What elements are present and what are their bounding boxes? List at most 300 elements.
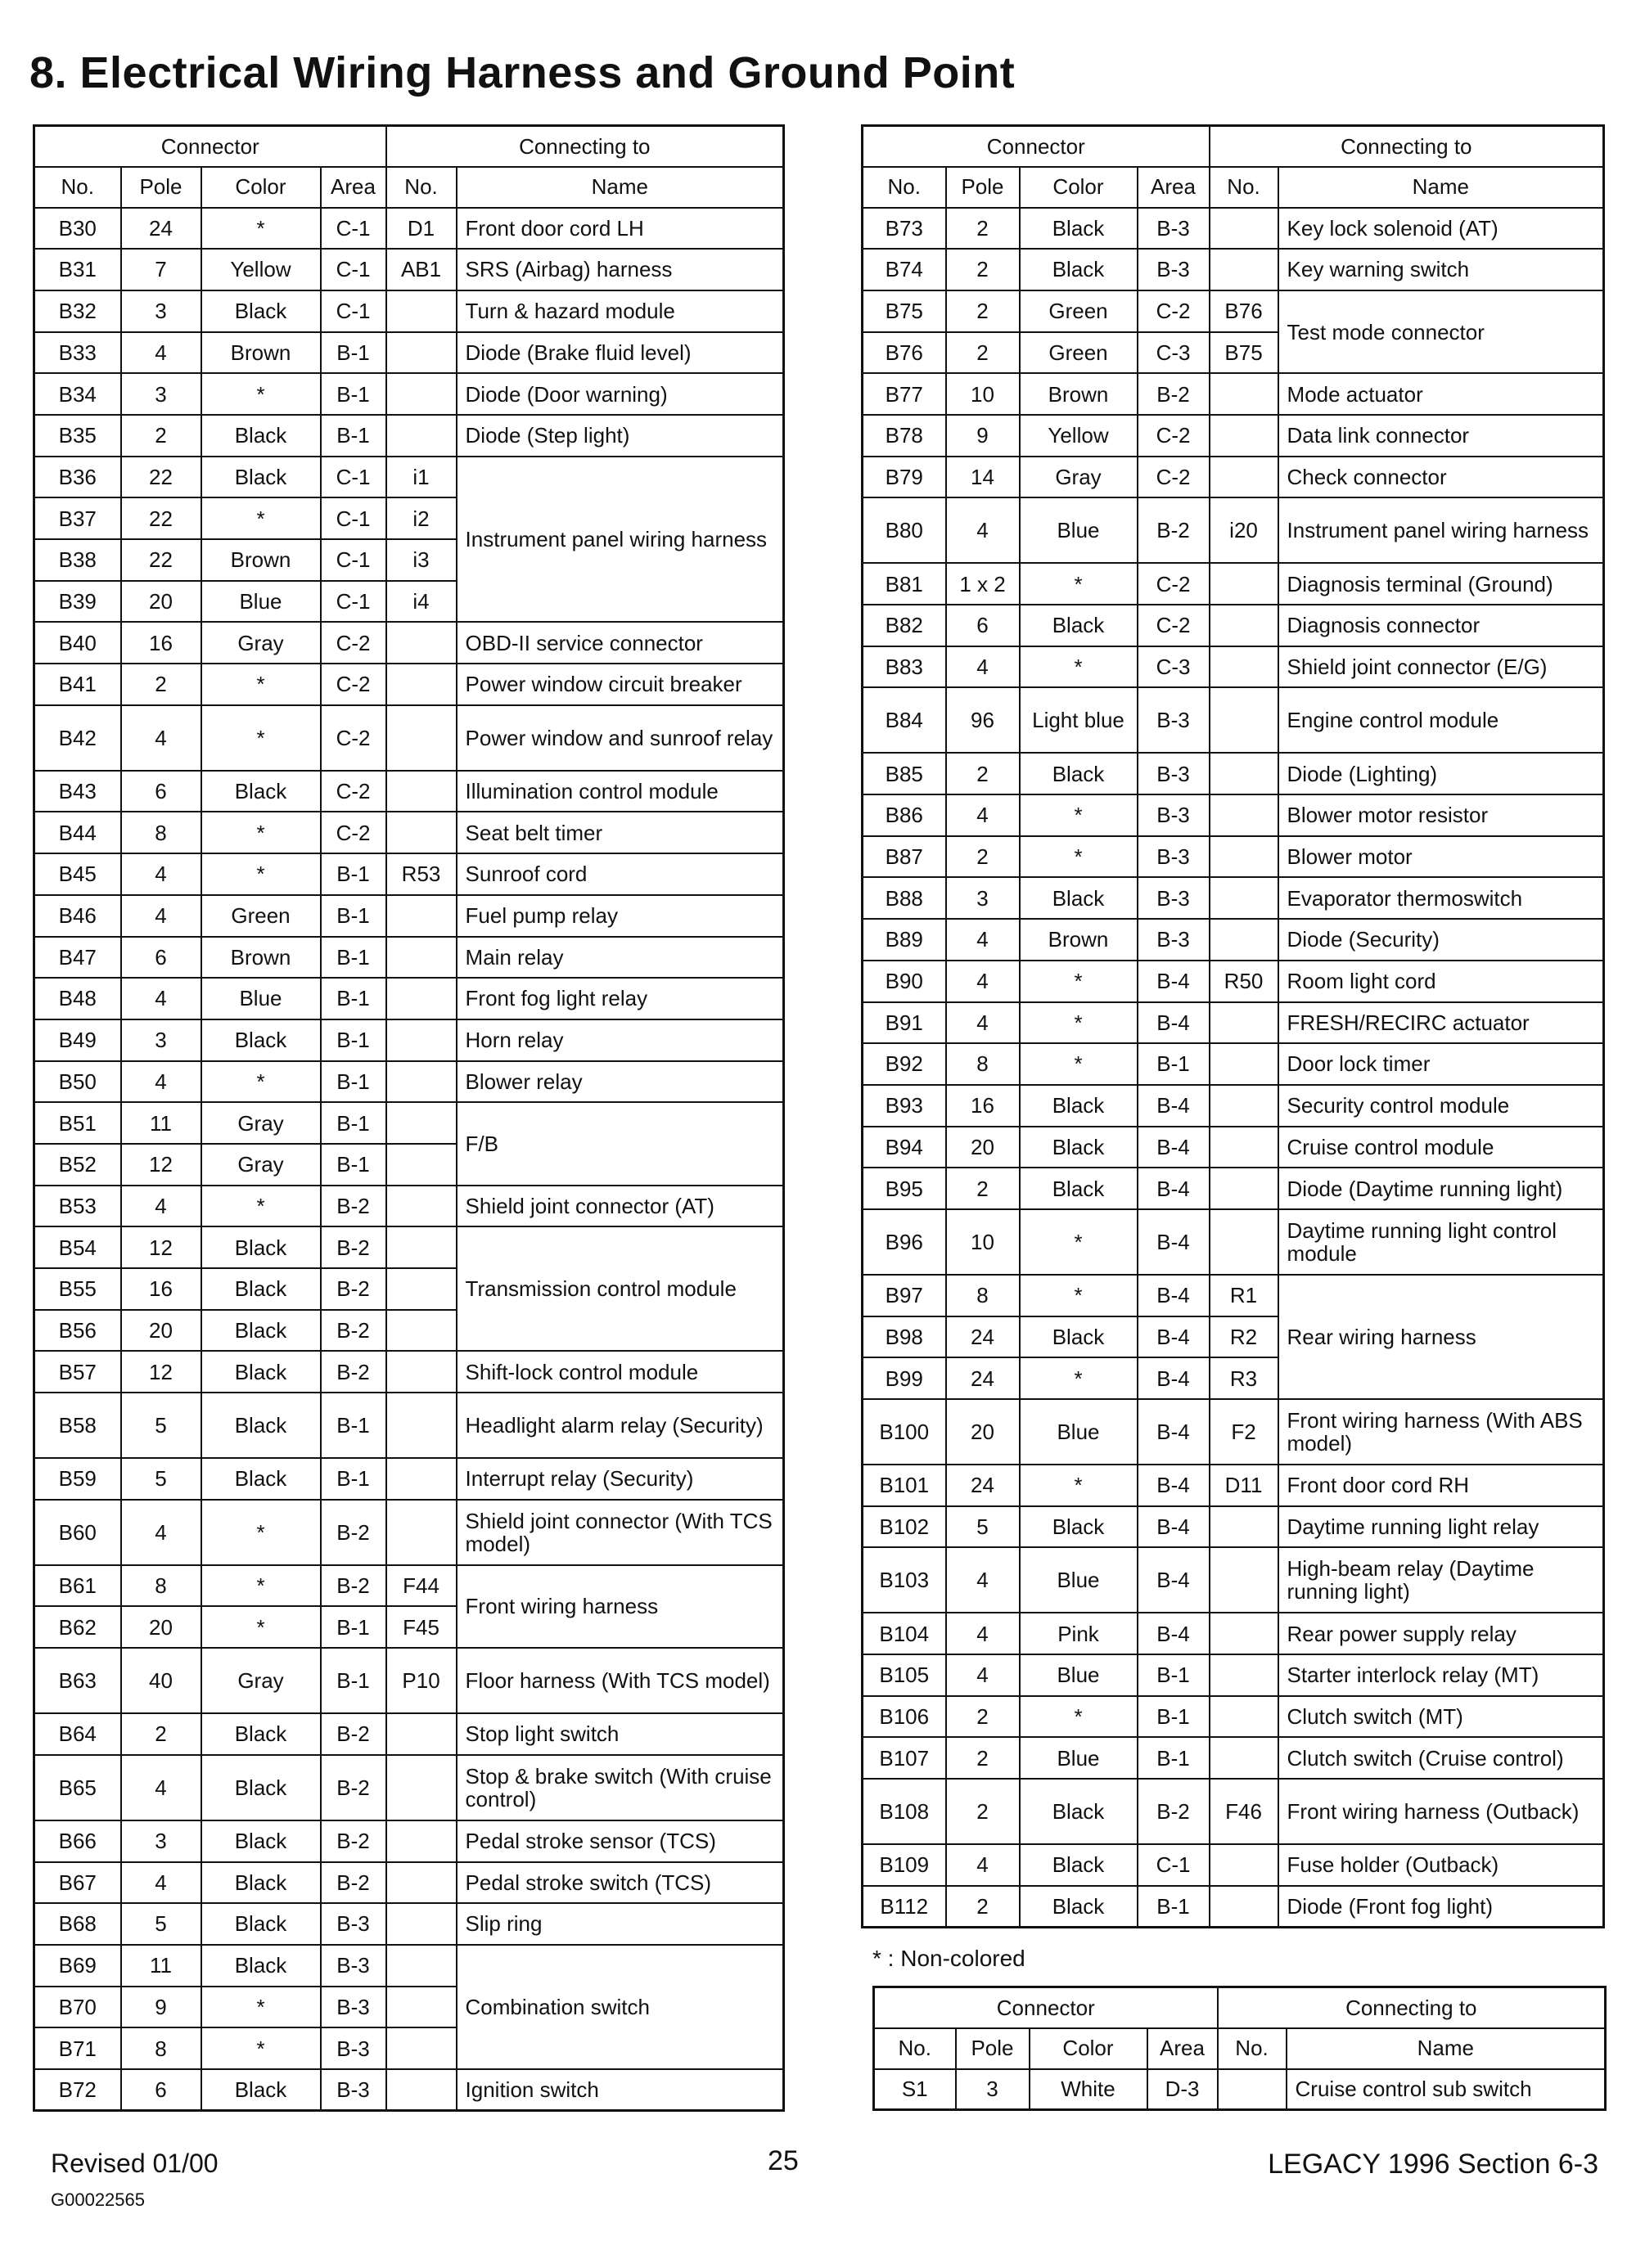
connecting-name-cell: Instrument panel wiring harness <box>457 457 784 623</box>
area-cell: B-4 <box>1138 1127 1210 1168</box>
area-cell: B-2 <box>321 1186 386 1227</box>
pole-cell: 4 <box>121 978 201 1019</box>
table-row <box>34 249 784 290</box>
connecting-no-cell <box>386 771 457 812</box>
area-cell: C-2 <box>321 812 386 853</box>
area-cell: B-3 <box>321 1945 386 1987</box>
connector-no-cell: B84 <box>863 687 946 753</box>
color-cell: * <box>201 2027 321 2069</box>
connector-no-cell: B98 <box>863 1316 946 1358</box>
color-cell: Blue <box>201 581 321 623</box>
connector-no-cell: B91 <box>863 1002 946 1044</box>
pole-cell: 3 <box>956 2069 1030 2110</box>
connector-no-cell: B30 <box>34 208 121 250</box>
col-header-to-no: No. <box>386 167 457 208</box>
pole-cell: 11 <box>121 1945 201 1987</box>
area-cell: B-2 <box>321 1268 386 1310</box>
connector-group-header: Connector <box>874 1987 1218 2028</box>
connecting-no-cell <box>1210 1002 1278 1044</box>
connecting-name-cell: Door lock timer <box>1278 1043 1604 1085</box>
table-row <box>863 1547 1604 1613</box>
area-cell: C-1 <box>1138 1844 1210 1886</box>
connecting-no-cell <box>386 1713 457 1755</box>
area-cell: B-4 <box>1138 1168 1210 1209</box>
area-cell: B-1 <box>321 1606 386 1648</box>
pole-cell: 11 <box>121 1102 201 1144</box>
connecting-name-cell: Front door cord RH <box>1278 1465 1604 1506</box>
color-cell: * <box>201 208 321 250</box>
connecting-no-cell <box>386 1862 457 1904</box>
connecting-no-cell <box>1210 373 1278 415</box>
table-row <box>34 812 784 853</box>
pole-cell: 4 <box>946 1613 1020 1654</box>
connector-table-sub <box>872 1986 1607 2111</box>
pole-cell: 4 <box>946 1547 1020 1613</box>
connector-no-cell: B102 <box>863 1506 946 1548</box>
col-header-color: Color <box>1030 2028 1147 2069</box>
area-cell: B-1 <box>321 853 386 895</box>
table-row <box>34 1945 784 1987</box>
connector-no-cell: B66 <box>34 1820 121 1862</box>
pole-cell: 2 <box>946 1886 1020 1928</box>
connector-no-cell: B89 <box>863 919 946 961</box>
table-row <box>863 1506 1604 1548</box>
color-cell: Black <box>201 2069 321 2111</box>
revised-date: Revised 01/00 <box>51 2149 219 2178</box>
connecting-no-cell <box>1210 1654 1278 1696</box>
color-cell: Black <box>1020 605 1138 646</box>
connecting-no-cell <box>386 1019 457 1061</box>
connecting-no-cell <box>386 978 457 1019</box>
connecting-no-cell <box>386 2069 457 2111</box>
area-cell: B-1 <box>321 1393 386 1458</box>
area-cell: B-3 <box>1138 836 1210 878</box>
pole-cell: 10 <box>946 1209 1020 1275</box>
connector-no-cell: B74 <box>863 249 946 290</box>
connector-group-header: Connector <box>34 126 386 167</box>
connector-no-cell: B37 <box>34 497 121 539</box>
color-cell: * <box>201 1186 321 1227</box>
connecting-no-cell: i2 <box>386 497 457 539</box>
pole-cell: 5 <box>121 1393 201 1458</box>
table-row <box>863 1465 1604 1506</box>
connector-no-cell: B57 <box>34 1351 121 1393</box>
area-cell: C-3 <box>1138 646 1210 688</box>
connector-no-cell: B106 <box>863 1696 946 1738</box>
connector-no-cell: B39 <box>34 581 121 623</box>
color-cell: Black <box>1020 1886 1138 1928</box>
table-row <box>34 978 784 1019</box>
table-row <box>863 836 1604 878</box>
pole-cell: 8 <box>121 2027 201 2069</box>
color-cell: * <box>1020 1002 1138 1044</box>
connecting-name-cell: Shield joint connector (E/G) <box>1278 646 1604 688</box>
color-cell: Black <box>201 1310 321 1352</box>
connecting-name-cell: Mode actuator <box>1278 373 1604 415</box>
color-cell: * <box>201 853 321 895</box>
connecting-name-cell: Pedal stroke sensor (TCS) <box>457 1820 784 1862</box>
color-cell: Brown <box>1020 373 1138 415</box>
area-cell: B-4 <box>1138 1547 1210 1613</box>
color-cell: Black <box>1020 877 1138 919</box>
connector-no-cell: B33 <box>34 332 121 374</box>
connecting-name-cell: Pedal stroke switch (TCS) <box>457 1862 784 1904</box>
connecting-name-cell: Floor harness (With TCS model) <box>457 1648 784 1713</box>
connecting-name-cell: Power window circuit breaker <box>457 664 784 705</box>
color-cell: * <box>201 1500 321 1565</box>
color-cell: Black <box>201 1945 321 1987</box>
color-cell: Black <box>1020 1506 1138 1548</box>
color-cell: * <box>201 1987 321 2028</box>
connecting-name-cell: Turn & hazard module <box>457 290 784 332</box>
area-cell: B-3 <box>1138 753 1210 794</box>
area-cell: B-4 <box>1138 1465 1210 1506</box>
connecting-name-cell: Fuse holder (Outback) <box>1278 1844 1604 1886</box>
connecting-no-cell <box>386 622 457 664</box>
connector-no-cell: B105 <box>863 1654 946 1696</box>
connector-no-cell: B62 <box>34 1606 121 1648</box>
connecting-name-cell: Check connector <box>1278 457 1604 498</box>
connecting-no-cell: P10 <box>386 1648 457 1713</box>
area-cell: B-1 <box>1138 1654 1210 1696</box>
color-cell: Yellow <box>1020 415 1138 457</box>
area-cell: B-4 <box>1138 1613 1210 1654</box>
pole-cell: 96 <box>946 687 1020 753</box>
pole-cell: 2 <box>121 664 201 705</box>
col-header-name: Name <box>457 167 784 208</box>
table-row <box>34 208 784 250</box>
color-cell: Black <box>201 1351 321 1393</box>
section-label: LEGACY 1996 Section 6-3 <box>1268 2149 1598 2180</box>
connector-no-cell: B86 <box>863 794 946 836</box>
connecting-name-cell: Stop & brake switch (With cruise control) <box>457 1755 784 1820</box>
connector-table-left <box>33 124 785 2112</box>
col-header-to-no: No. <box>1218 2028 1287 2069</box>
table-row <box>34 705 784 771</box>
color-cell: Black <box>201 1862 321 1904</box>
pole-cell: 8 <box>121 1565 201 1607</box>
connecting-no-cell: R3 <box>1210 1357 1278 1399</box>
table-row <box>34 1393 784 1458</box>
table-row <box>863 1127 1604 1168</box>
connecting-name-cell: Diode (Step light) <box>457 415 784 457</box>
connecting-no-cell: R53 <box>386 853 457 895</box>
color-cell: Yellow <box>201 249 321 290</box>
table-row <box>863 373 1604 415</box>
connector-no-cell: B55 <box>34 1268 121 1310</box>
area-cell: B-3 <box>321 1987 386 2028</box>
area-cell: B-4 <box>1138 1316 1210 1358</box>
table-row <box>34 457 784 498</box>
connecting-no-cell <box>386 415 457 457</box>
connecting-name-cell: High-beam relay (Daytime running light) <box>1278 1547 1604 1613</box>
connecting-name-cell: Power window and sunroof relay <box>457 705 784 771</box>
col-header-no: No. <box>874 2028 956 2069</box>
connector-no-cell: B47 <box>34 937 121 979</box>
color-cell: Black <box>1020 1168 1138 1209</box>
color-cell: Black <box>201 1755 321 1820</box>
color-cell: * <box>201 1565 321 1607</box>
connector-no-cell: B108 <box>863 1779 946 1844</box>
color-cell: * <box>201 1061 321 1103</box>
color-cell: Blue <box>1020 1547 1138 1613</box>
connecting-name-cell: Diode (Security) <box>1278 919 1604 961</box>
connecting-name-cell: Cruise control sub switch <box>1287 2069 1606 2110</box>
connecting-name-cell: Diode (Brake fluid level) <box>457 332 784 374</box>
color-cell: Light blue <box>1020 687 1138 753</box>
connector-no-cell: B44 <box>34 812 121 853</box>
area-cell: B-4 <box>1138 1399 1210 1465</box>
pole-cell: 20 <box>946 1127 1020 1168</box>
table-row <box>863 1779 1604 1844</box>
connector-no-cell: B95 <box>863 1168 946 1209</box>
color-cell: * <box>1020 1696 1138 1738</box>
pole-cell: 2 <box>946 1779 1020 1844</box>
area-cell: B-2 <box>1138 497 1210 563</box>
connecting-name-cell: Diode (Door warning) <box>457 373 784 415</box>
connector-no-cell: B48 <box>34 978 121 1019</box>
connecting-no-cell <box>1210 919 1278 961</box>
area-cell: B-1 <box>321 1019 386 1061</box>
connector-no-cell: B101 <box>863 1465 946 1506</box>
table-row <box>34 622 784 664</box>
pole-cell: 4 <box>121 1061 201 1103</box>
connecting-name-cell: F/B <box>457 1102 784 1185</box>
connector-no-cell: B51 <box>34 1102 121 1144</box>
footnote-non-colored: * : Non-colored <box>872 1946 1025 1971</box>
connector-no-cell: B42 <box>34 705 121 771</box>
pole-cell: 8 <box>946 1043 1020 1085</box>
area-cell: B-1 <box>321 1102 386 1144</box>
connecting-no-cell <box>386 332 457 374</box>
table-row <box>863 563 1604 605</box>
area-cell: B-3 <box>1138 794 1210 836</box>
color-cell: * <box>201 664 321 705</box>
connecting-no-cell <box>1210 646 1278 688</box>
connecting-name-cell: Clutch switch (Cruise control) <box>1278 1737 1604 1779</box>
connector-no-cell: B80 <box>863 497 946 563</box>
area-cell: B-2 <box>321 1755 386 1820</box>
area-cell: B-3 <box>1138 919 1210 961</box>
color-cell: Gray <box>1020 457 1138 498</box>
area-cell: B-1 <box>321 1458 386 1500</box>
col-header-area: Area <box>1147 2028 1218 2069</box>
pole-cell: 3 <box>121 1019 201 1061</box>
pole-cell: 2 <box>946 836 1020 878</box>
connecting-name-cell: Diagnosis terminal (Ground) <box>1278 563 1604 605</box>
color-cell: Black <box>1020 1316 1138 1358</box>
area-cell: B-1 <box>321 937 386 979</box>
color-cell: Black <box>1020 753 1138 794</box>
pole-cell: 1 x 2 <box>946 563 1020 605</box>
connecting-no-cell <box>386 2027 457 2069</box>
connector-no-cell: B68 <box>34 1903 121 1945</box>
area-cell: C-2 <box>1138 563 1210 605</box>
connecting-name-cell: Rear wiring harness <box>1278 1275 1604 1399</box>
table-row <box>863 794 1604 836</box>
area-cell: B-4 <box>1138 1275 1210 1316</box>
connecting-no-cell <box>1210 753 1278 794</box>
connecting-no-cell <box>1210 1886 1278 1928</box>
pole-cell: 22 <box>121 457 201 498</box>
connecting-no-cell <box>386 1500 457 1565</box>
connecting-no-cell <box>386 1820 457 1862</box>
table-row <box>34 373 784 415</box>
pole-cell: 2 <box>121 1713 201 1755</box>
color-cell: * <box>201 497 321 539</box>
pole-cell: 12 <box>121 1226 201 1268</box>
connecting-name-cell: Blower motor resistor <box>1278 794 1604 836</box>
pole-cell: 2 <box>946 208 1020 250</box>
color-cell: Black <box>201 1226 321 1268</box>
table-row <box>863 687 1604 753</box>
pole-cell: 3 <box>121 1820 201 1862</box>
col-header-pole: Pole <box>121 167 201 208</box>
connector-no-cell: B85 <box>863 753 946 794</box>
connector-no-cell: B107 <box>863 1737 946 1779</box>
table-row <box>34 895 784 937</box>
area-cell: B-1 <box>321 895 386 937</box>
area-cell: B-1 <box>321 1061 386 1103</box>
pole-cell: 10 <box>946 373 1020 415</box>
connecting-name-cell: Diode (Daytime running light) <box>1278 1168 1604 1209</box>
pole-cell: 8 <box>121 812 201 853</box>
col-header-pole: Pole <box>956 2028 1030 2069</box>
color-cell: * <box>1020 563 1138 605</box>
connector-no-cell: B31 <box>34 249 121 290</box>
area-cell: C-2 <box>1138 415 1210 457</box>
connecting-name-cell: Horn relay <box>457 1019 784 1061</box>
pole-cell: 2 <box>946 1696 1020 1738</box>
connecting-no-cell <box>1210 415 1278 457</box>
area-cell: B-1 <box>1138 1737 1210 1779</box>
connector-no-cell: B76 <box>863 332 946 374</box>
connector-no-cell: B75 <box>863 290 946 332</box>
area-cell: B-1 <box>321 978 386 1019</box>
area-cell: B-3 <box>1138 877 1210 919</box>
area-cell: B-3 <box>1138 208 1210 250</box>
connecting-no-cell <box>1210 1844 1278 1886</box>
connector-no-cell: B59 <box>34 1458 121 1500</box>
col-header-color: Color <box>1020 167 1138 208</box>
table-row <box>34 1061 784 1103</box>
pole-cell: 3 <box>121 373 201 415</box>
connecting-no-cell <box>386 1903 457 1945</box>
color-cell: Black <box>1020 208 1138 250</box>
connecting-no-cell <box>1210 836 1278 878</box>
connecting-name-cell: Illumination control module <box>457 771 784 812</box>
connecting-name-cell: Front wiring harness (Outback) <box>1278 1779 1604 1844</box>
color-cell: * <box>201 812 321 853</box>
connector-no-cell: B99 <box>863 1357 946 1399</box>
pole-cell: 9 <box>121 1987 201 2028</box>
area-cell: C-3 <box>1138 332 1210 374</box>
connecting-no-cell <box>386 1102 457 1144</box>
connecting-name-cell: Shield joint connector (With TCS model) <box>457 1500 784 1565</box>
connecting-no-cell <box>1210 1547 1278 1613</box>
color-cell: Black <box>1020 1127 1138 1168</box>
connecting-no-cell <box>1210 1127 1278 1168</box>
pole-cell: 4 <box>121 1500 201 1565</box>
area-cell: B-3 <box>1138 249 1210 290</box>
connector-no-cell: B72 <box>34 2069 121 2111</box>
area-cell: B-2 <box>1138 1779 1210 1844</box>
color-cell: Gray <box>201 1648 321 1713</box>
color-cell: * <box>201 373 321 415</box>
connector-no-cell: B70 <box>34 1987 121 2028</box>
page-title: 8. Electrical Wiring Harness and Ground Point <box>29 48 1016 97</box>
pole-cell: 20 <box>946 1399 1020 1465</box>
area-cell: C-2 <box>1138 605 1210 646</box>
connecting-no-cell <box>1218 2069 1287 2110</box>
table-row <box>863 497 1604 563</box>
color-cell: Black <box>201 771 321 812</box>
area-cell: B-2 <box>321 1351 386 1393</box>
table-row <box>863 457 1604 498</box>
connector-no-cell: B71 <box>34 2027 121 2069</box>
color-cell: * <box>1020 794 1138 836</box>
connector-no-cell: B81 <box>863 563 946 605</box>
connecting-name-cell: OBD-II service connector <box>457 622 784 664</box>
pole-cell: 12 <box>121 1144 201 1186</box>
col-header-no: No. <box>863 167 946 208</box>
pole-cell: 24 <box>946 1357 1020 1399</box>
table-row <box>863 1168 1604 1209</box>
connecting-no-cell <box>386 1987 457 2028</box>
area-cell: B-2 <box>321 1226 386 1268</box>
connecting-name-cell: Main relay <box>457 937 784 979</box>
table-row <box>34 1226 784 1268</box>
connecting-name-cell: Engine control module <box>1278 687 1604 753</box>
connector-no-cell: B34 <box>34 373 121 415</box>
column-header-row <box>863 167 1604 208</box>
connecting-no-cell <box>1210 687 1278 753</box>
pole-cell: 7 <box>121 249 201 290</box>
col-header-area: Area <box>321 167 386 208</box>
connecting-no-cell: i1 <box>386 457 457 498</box>
group-header-row <box>34 126 784 167</box>
area-cell: B-3 <box>321 2027 386 2069</box>
pole-cell: 4 <box>946 1654 1020 1696</box>
connector-group-header: Connector <box>863 126 1210 167</box>
table-row <box>34 664 784 705</box>
pole-cell: 16 <box>946 1085 1020 1127</box>
area-cell: B-2 <box>321 1820 386 1862</box>
connecting-no-cell <box>1210 1613 1278 1654</box>
connecting-no-cell <box>1210 1506 1278 1548</box>
color-cell: * <box>1020 1275 1138 1316</box>
pole-cell: 4 <box>946 1844 1020 1886</box>
color-cell: Black <box>1020 1085 1138 1127</box>
connector-no-cell: B78 <box>863 415 946 457</box>
connecting-name-cell: Key warning switch <box>1278 249 1604 290</box>
pole-cell: 5 <box>946 1506 1020 1548</box>
pole-cell: 20 <box>121 1606 201 1648</box>
pole-cell: 5 <box>121 1458 201 1500</box>
group-header-row <box>863 126 1604 167</box>
connecting-name-cell: Slip ring <box>457 1903 784 1945</box>
pole-cell: 9 <box>946 415 1020 457</box>
pole-cell: 4 <box>121 1186 201 1227</box>
connecting-no-cell <box>1210 794 1278 836</box>
pole-cell: 6 <box>121 2069 201 2111</box>
connector-no-cell: S1 <box>874 2069 956 2110</box>
connecting-name-cell: Shift-lock control module <box>457 1351 784 1393</box>
pole-cell: 6 <box>121 937 201 979</box>
connector-no-cell: B93 <box>863 1085 946 1127</box>
connecting-name-cell: Blower motor <box>1278 836 1604 878</box>
connecting-no-cell <box>1210 563 1278 605</box>
